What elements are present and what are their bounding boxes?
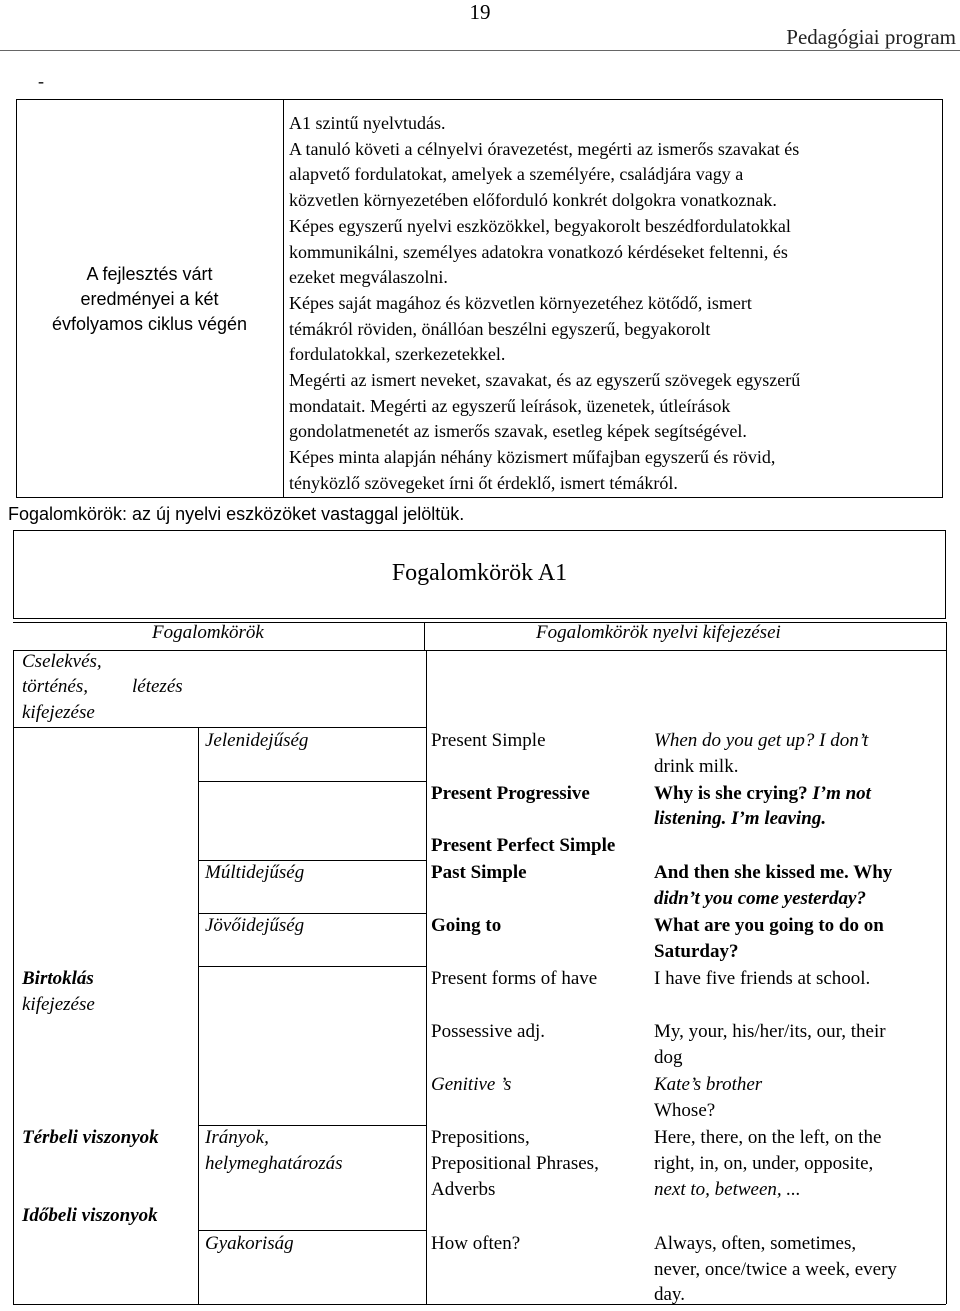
sub-frequency: Gyakoriság [205, 1233, 294, 1254]
form-prepositions: Prepositional Phrases, [431, 1153, 599, 1174]
outcomes-line: közvetlen környezetében előforduló konkrét dolgokra vonatkoznak. [289, 190, 777, 211]
example-genitive: Whose? [654, 1100, 716, 1121]
example-going-to: What are you going to do on [654, 915, 884, 936]
outcomes-line: Képes minta alapján néhány közismert műfajban egyszerű és rövid, [289, 447, 776, 468]
example-prepositions: right, in, on, under, opposite, [654, 1153, 874, 1174]
header-bottom-rule [13, 650, 946, 651]
dash-mark: - [38, 71, 44, 91]
example-prepositions: Here, there, on the left, on the [654, 1127, 882, 1148]
example-present-simple: drink milk. [654, 756, 739, 777]
form-prepositions: Adverbs [431, 1179, 496, 1200]
outcomes-line: fordulatokkal, szerkezetekkel. [289, 344, 506, 365]
example-present-simple: When do you get up? I don’t [654, 730, 869, 751]
document-title: Pedagógiai program [786, 25, 956, 49]
page-number: 19 [469, 0, 491, 24]
outcomes-label-line: A fejlesztés várt [86, 264, 213, 284]
example-part: I’m not [812, 783, 871, 804]
row-rule [198, 781, 426, 782]
outcomes-line: Képes egyszerű nyelvi eszközökkel, begyakorolt beszédfordulatokkal [289, 215, 791, 236]
category-temporal: Időbeli viszonyok [22, 1205, 158, 1226]
example-how-often: Always, often, sometimes, [654, 1233, 857, 1254]
category-action: létezés [132, 676, 183, 697]
table-left-rule [13, 650, 14, 1304]
example-prepositions: next to, between, ... [654, 1179, 801, 1200]
example-past-simple: And then she kissed me. Why [654, 862, 893, 883]
concept-title: Fogalomkörök A1 [391, 560, 568, 586]
table-bottom-rule [13, 1304, 946, 1305]
column-divider-1 [198, 727, 199, 1304]
outcomes-line: Megérti az ismert neveket, szavakat, és az egyszerű szövegek egyszerű [289, 370, 801, 391]
header-divider [424, 622, 425, 650]
outcomes-line: ezeket megválaszolni. [289, 267, 448, 288]
category-rule [13, 727, 198, 728]
form-have: Present forms of have [431, 968, 598, 989]
sub-present: Jelenidejűség [205, 730, 309, 751]
sub-directions: helymeghatározás [205, 1153, 343, 1174]
outcomes-line: témákról röviden, önállóan beszélni egyszerű, begyakorolt [289, 318, 711, 339]
outcomes-line: tényközlő szövegeket írni őt érdeklő, ismert témákról. [289, 472, 678, 493]
example-how-often: day. [654, 1284, 685, 1305]
outcomes-label-line: évfolyamos ciklus végén [51, 314, 248, 334]
example-possessive: My, your, his/her/its, our, their [654, 1021, 886, 1042]
example-present-progressive: listening. I’m leaving. [654, 808, 827, 829]
category-action: kifejezése [22, 702, 95, 723]
header-concepts: Fogalomkörök [152, 622, 264, 643]
outcomes-line: kommunikálni, személyes adatokra vonatkozó kérdéseket feltenni, és [289, 241, 788, 262]
outcomes-text [289, 111, 937, 497]
outcomes-line: mondatait. Megérti az egyszerű leírások, üzenetek, útleírások [289, 395, 731, 416]
category-possession: Birtoklás [22, 968, 94, 989]
outcomes-line: gondolatmenetét az ismerős szavak, esetleg képek segítségével. [289, 421, 747, 442]
form-possessive: Possessive adj. [431, 1021, 545, 1042]
outcomes-label-line: eredményei a két [80, 289, 219, 309]
category-action: Cselekvés, [22, 651, 102, 672]
example-possessive: dog [654, 1047, 683, 1068]
header-rule [0, 50, 960, 51]
note [8, 504, 464, 525]
form-genitive: Genitive ’s [431, 1074, 512, 1095]
table-right-rule [946, 622, 947, 1304]
example-how-often: never, once/twice a week, every [654, 1259, 897, 1280]
form-going-to: Going to [431, 915, 502, 936]
form-present-simple: Present Simple [431, 730, 546, 751]
category-spatial: Térbeli viszonyok [22, 1127, 159, 1148]
example-genitive: Kate’s brother [654, 1074, 763, 1095]
outcomes-line: Képes saját magához és közvetlen környezetéhez kötődő, ismert [289, 292, 752, 313]
sub-past: Múltidejűség [205, 862, 305, 883]
form-present-progressive: Present Progressive [431, 783, 590, 804]
form-past-simple: Past Simple [431, 862, 527, 883]
note-prefix: Fogalomkörök [8, 504, 123, 524]
outcomes-label [16, 262, 283, 337]
sub-directions: Irányok, [205, 1127, 269, 1148]
example-present-progressive [654, 781, 871, 807]
example-going-to: Saturday? [654, 941, 739, 962]
category-action: történés, [22, 676, 88, 697]
category-possession: kifejezése [22, 994, 95, 1015]
header-expressions: Fogalomkörök nyelvi kifejezései [536, 622, 781, 643]
outcomes-line: alapvető fordulatokat, amelyek a személyére, családjára vagy a [289, 164, 744, 185]
note-text: : az új nyelvi eszközöket vastaggal jelöltük. [122, 504, 465, 524]
outcomes-divider [283, 99, 284, 498]
outcomes-line: A1 szintű nyelvtudás. [289, 113, 446, 133]
form-how-often: How often? [431, 1233, 521, 1254]
column-divider-2 [426, 650, 427, 1304]
form-prepositions: Prepositions, [431, 1127, 530, 1148]
form-present-perfect: Present Perfect Simple [431, 835, 616, 856]
outcomes-line: A tanuló követi a célnyelvi óravezetést, megérti az ismerős szavakat és [289, 138, 800, 159]
example-have: I have five friends at school. [654, 968, 871, 989]
example-past-simple: didn’t you come yesterday? [654, 888, 866, 909]
example-part: Why is she crying? [654, 783, 813, 804]
row-rule [198, 966, 426, 967]
sub-future: Jövőidejűség [205, 915, 305, 936]
